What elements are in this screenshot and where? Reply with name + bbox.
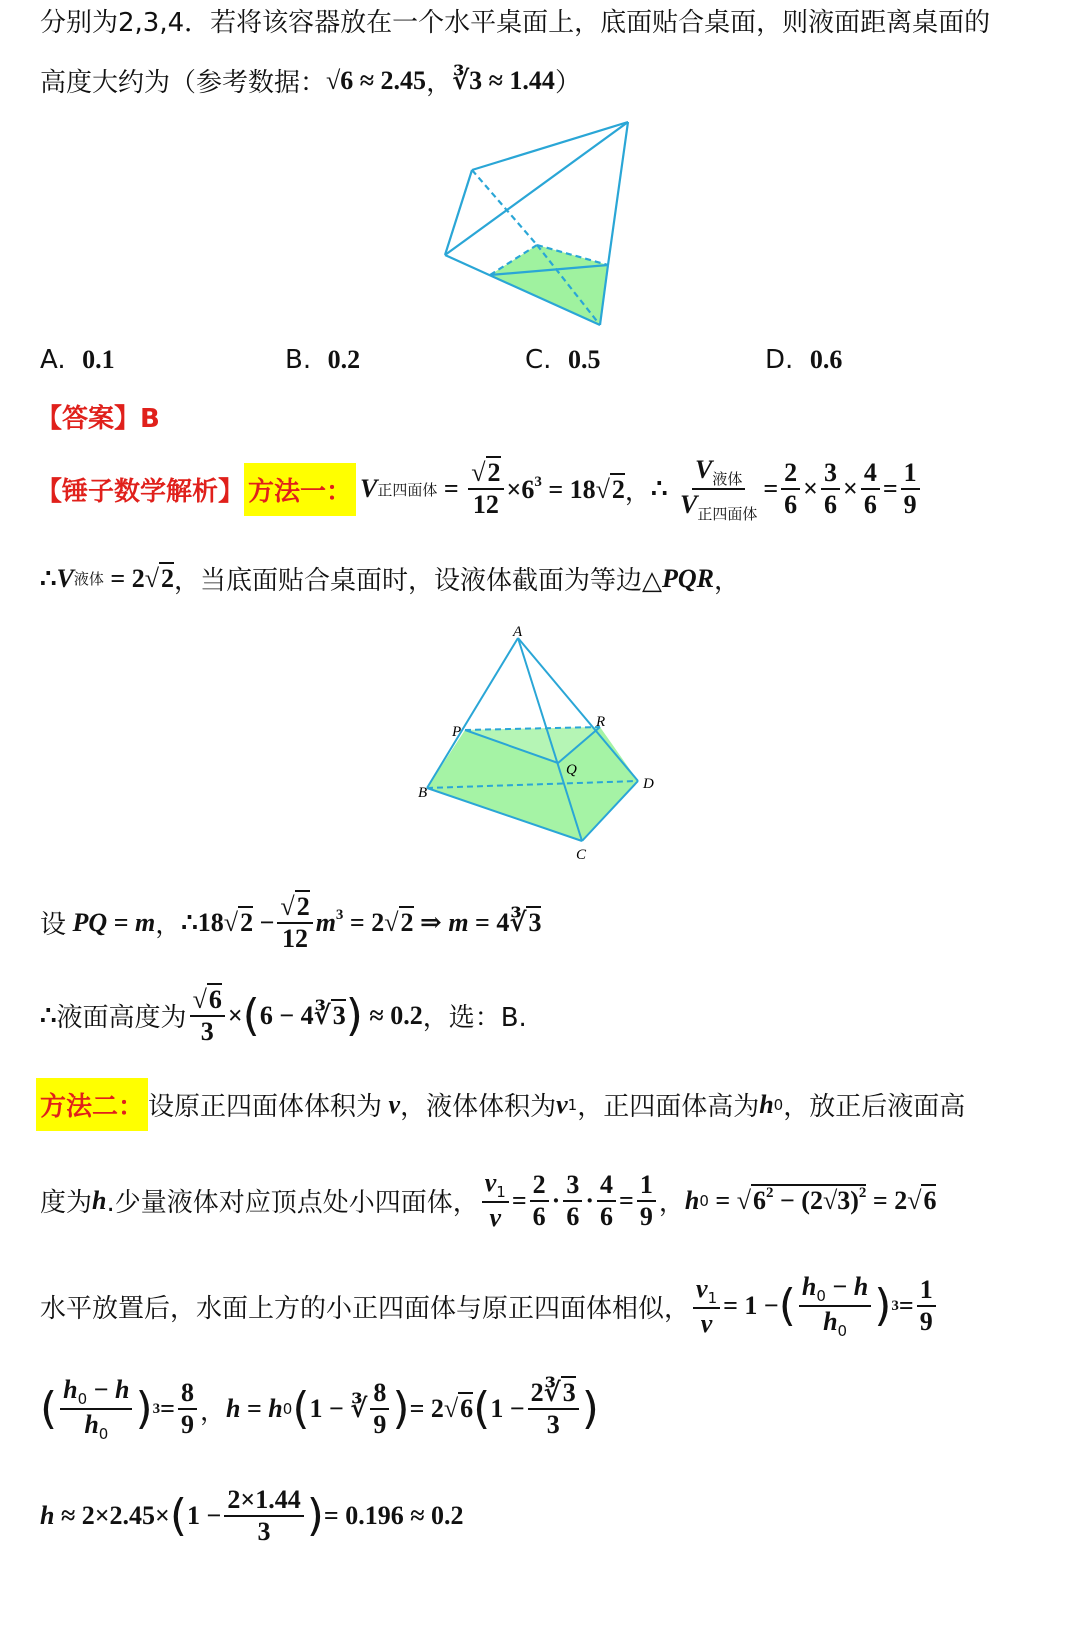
method2-label: 方法二： (36, 1078, 148, 1131)
label-a: A (513, 624, 523, 640)
problem-text-2: 高度大约为（参考数据： (40, 68, 327, 98)
option-b[interactable]: B. 0.2 (285, 345, 361, 375)
final-line: h ≈ 2×2.45× ( 1 − $\frac{2\times 1.44}{3}$ ) = 0.196 ≈ 0.2 (40, 1485, 464, 1546)
analysis-label: 【锤子数学解析】 (36, 476, 245, 507)
label-p: P (452, 724, 462, 740)
method1-line: 【锤子数学解析】 方法一： V 正四面体 = $\frac{√2}{12}$ $\times 6^3 = 18√2$ ， ∴ $\frac{V_{液体}}{V_{正四面体}}$ = $\frac{2}{6}$ × $\frac{3}{6}$ × $\frac{4}{6}$ = $\frac{1}{9}$ (36, 455, 923, 524)
set-pq-line: 设 PQ = m ， ∴18√2 − $\frac{√2}{12}$ $m^3 = 2√2$ ⇒ m = 4∛3 (40, 892, 542, 953)
label-c: C (576, 847, 587, 863)
option-a[interactable]: A. 0.1 (40, 345, 115, 375)
method1-label: 方法一： (244, 463, 356, 516)
method2-line: 方法二： 设原正四面体体积为 v ，液体体积为 v 1 ，正四面体高为 h 0 ，放正后液面高 (36, 1078, 965, 1131)
label-q: Q (566, 762, 577, 778)
height-line: ∴ 液面高度为 $\frac{√6}{3}$ × ( 6 − 4∛3 ) ≈ 0.2 ，选：B. (40, 985, 527, 1046)
problem-text-1: 分别为2,3,4．若将该容器放在一个水平桌面上，底面贴合桌面，则液面距离桌面的 (40, 8, 991, 38)
similar-line: 水平放置后，水面上方的小正四面体与原正四面体相似， $\frac{v_1}{v}$ = 1 − ( $\frac{h_0 - h}{h_0}$ ) 3 = $\frac{1}{9}$ (40, 1272, 939, 1341)
reference-value-2: ∛3 ≈ 1.44 (452, 65, 555, 95)
option-c[interactable]: C. 0.5 (525, 345, 601, 375)
liquid-volume-line: ∴V 液体 = 2√2 ， 当底面贴合桌面时，设液体截面为等边△ PQR ， (40, 563, 741, 596)
answer-label: 【答案】B (36, 404, 160, 434)
label-b: B (418, 785, 428, 801)
reference-value-1: √6 ≈ 2.45 (326, 65, 427, 95)
answer-options (40, 345, 1040, 385)
h-formula-line: ( $\frac{h_0 - h}{h_0}$ ) 3 = $\frac{8}{9}$ ， h = h 0 ( 1 − ∛ $\frac{8}{9}$ ) = 2√6 ( 1 − $\frac{2∛3}{3}$ ) (40, 1375, 599, 1444)
tetrahedron-figure-1 (440, 115, 640, 330)
liquid-region (490, 245, 608, 325)
label-r: R (596, 714, 606, 730)
problem-line-1 (40, 2, 990, 39)
problem-line-2: 高度大约为（参考数据： √6 ≈ 2.45 ， ∛3 ≈ 1.44 ） (40, 62, 581, 99)
ratio-line: 度为 h .少量液体对应顶点处小四面体， $\frac{v_1}{v}$ = $\frac{2}{6}$ · $\frac{3}{6}$ · $\frac{4}{6}$ = $\frac{1}{9}$ ， h 0 = $√6^2 - (2√3)^2 = 2√6$ (40, 1168, 937, 1233)
label-d: D (643, 776, 654, 792)
tetrahedron-figure-2 (410, 620, 670, 865)
option-d[interactable]: D. 0.6 (765, 345, 843, 375)
